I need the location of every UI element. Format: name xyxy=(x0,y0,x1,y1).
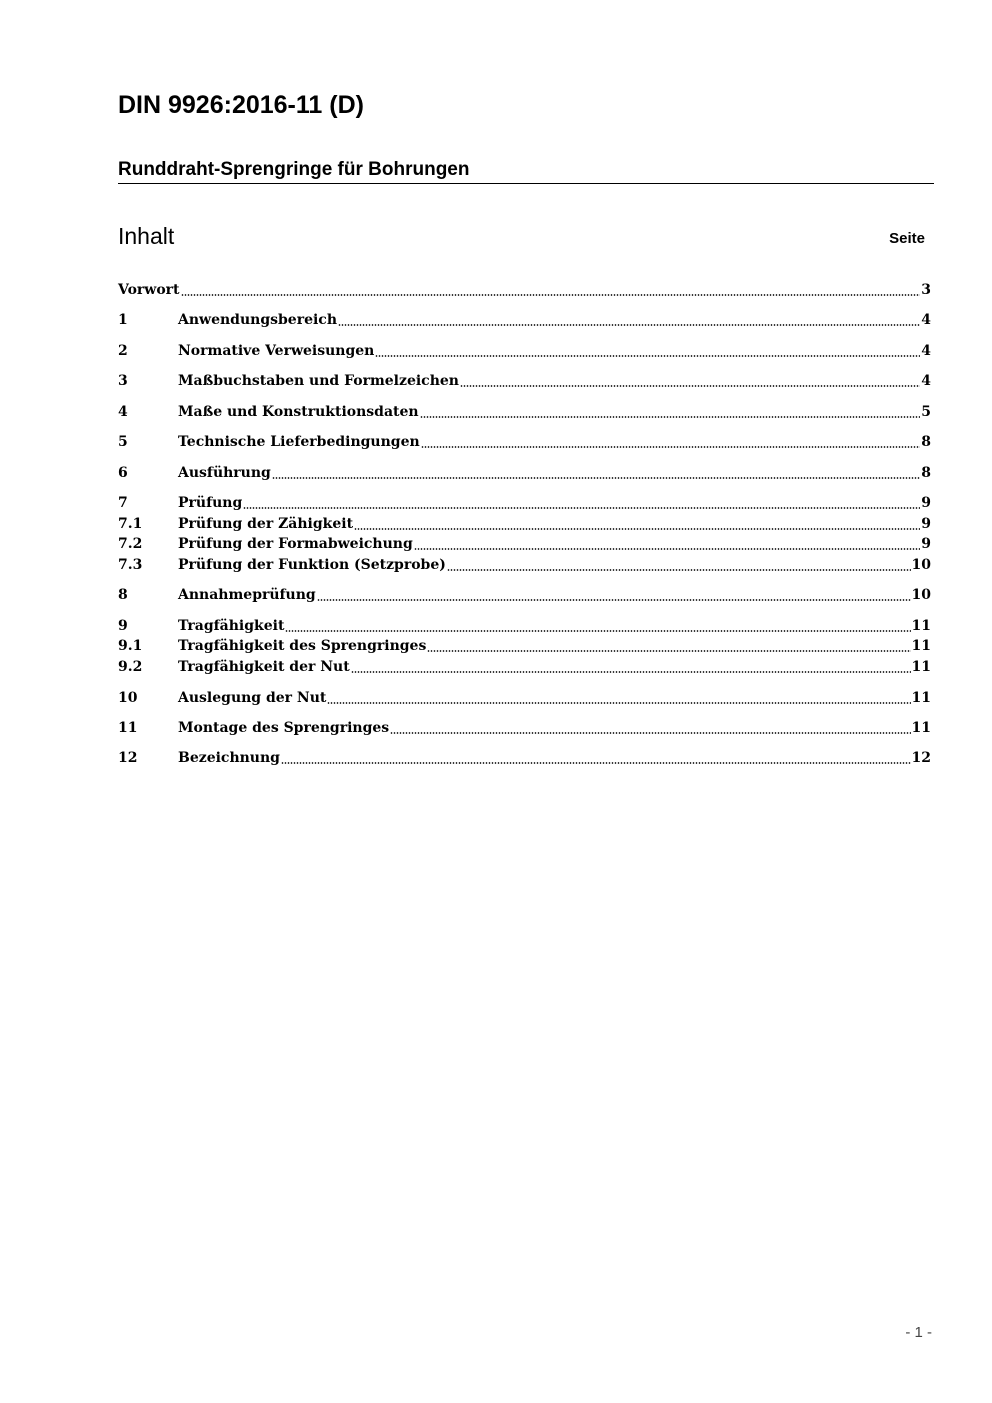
toc-entry-number: 5 xyxy=(118,434,128,450)
toc-entry-page: 10 xyxy=(911,587,931,603)
toc-leader xyxy=(281,762,911,764)
toc-entry-title: Technische Lieferbedingungen xyxy=(178,434,420,450)
toc-entry-5[interactable] xyxy=(118,432,931,452)
toc-entry-title: Prüfung xyxy=(178,495,243,511)
toc-entry-page: 8 xyxy=(921,434,931,450)
toc-entry-2[interactable] xyxy=(118,341,931,361)
toc-entry-number: 11 xyxy=(118,720,138,736)
toc-entry-number: 7 xyxy=(118,495,128,511)
toc-entry-8[interactable] xyxy=(118,585,931,605)
toc-entry-title: Tragfähigkeit der Nut xyxy=(178,659,350,675)
toc-leader xyxy=(354,528,920,530)
toc-entry-title: Prüfung der Zähigkeit xyxy=(178,516,354,532)
toc-entry-page: 12 xyxy=(911,750,931,766)
toc-entry-page: 8 xyxy=(921,465,931,481)
toc-leader xyxy=(420,416,921,418)
toc-leader xyxy=(460,385,920,387)
toc-leader xyxy=(351,671,911,673)
document-title: DIN 9926:2016-11 (D) xyxy=(118,91,364,119)
toc-entry-page: 11 xyxy=(911,659,931,675)
toc-entry-title: Bezeichnung xyxy=(178,750,280,766)
toc-heading: Inhalt xyxy=(118,223,175,249)
toc-leader xyxy=(181,294,921,296)
toc-entry-page: 9 xyxy=(921,495,931,511)
toc-leader xyxy=(414,548,920,550)
toc-leader xyxy=(375,355,920,357)
toc-entry-number: 7.2 xyxy=(118,536,143,552)
toc-leader xyxy=(427,650,910,652)
toc-entry-number: 9 xyxy=(118,618,128,634)
toc-entry-title: Tragfähigkeit xyxy=(178,618,285,634)
toc-entry-6[interactable] xyxy=(118,463,931,483)
toc-entry-page: 9 xyxy=(921,536,931,552)
toc-entry-page: 10 xyxy=(911,557,931,573)
toc-entry-page: 11 xyxy=(911,618,931,634)
toc-leader xyxy=(421,446,921,448)
toc-entry-vorwort[interactable] xyxy=(118,280,931,300)
toc-entry-9-1[interactable] xyxy=(118,636,931,656)
toc-entry-title: Prüfung der Funktion (Setzprobe) xyxy=(178,557,446,573)
toc-entry-title: Auslegung der Nut xyxy=(178,690,327,706)
toc-entry-page: 3 xyxy=(921,282,931,298)
page-number: - 1 - xyxy=(905,1324,932,1341)
toc-entry-page: 9 xyxy=(921,516,931,532)
toc-leader xyxy=(317,599,911,601)
toc-entry-number: 9.2 xyxy=(118,659,143,675)
toc-page-label: Seite xyxy=(889,230,925,247)
toc-leader xyxy=(272,477,920,479)
toc-leader xyxy=(338,324,920,326)
toc-entry-number: 7.3 xyxy=(118,557,143,573)
toc-entry-10[interactable] xyxy=(118,688,931,708)
toc-entry-page: 4 xyxy=(921,373,931,389)
toc-entry-title: Tragfähigkeit des Sprengringes xyxy=(178,638,427,654)
toc-entry-number: 3 xyxy=(118,373,128,389)
toc-leader xyxy=(390,732,910,734)
toc-entry-title: Prüfung der Formabweichung xyxy=(178,536,413,552)
toc-entry-page: 5 xyxy=(921,404,931,420)
toc-entry-number: 1 xyxy=(118,312,128,328)
toc-leader xyxy=(243,507,920,509)
toc-entry-title: Vorwort xyxy=(118,282,180,298)
toc-entry-3[interactable] xyxy=(118,371,931,391)
toc-entry-1[interactable] xyxy=(118,310,931,330)
toc-entry-title: Annahmeprüfung xyxy=(178,587,316,603)
toc-entry-title: Normative Verweisungen xyxy=(178,343,375,359)
toc-entry-number: 12 xyxy=(118,750,138,766)
toc-entry-number: 2 xyxy=(118,343,128,359)
toc-entry-page: 4 xyxy=(921,312,931,328)
toc-entry-7-1[interactable] xyxy=(118,514,931,534)
toc-entry-page: 4 xyxy=(921,343,931,359)
toc-entry-4[interactable] xyxy=(118,402,931,422)
toc-entry-page: 11 xyxy=(911,690,931,706)
toc-leader xyxy=(447,569,911,571)
toc-entry-number: 8 xyxy=(118,587,128,603)
toc-entry-7[interactable] xyxy=(118,493,931,513)
toc-entry-page: 11 xyxy=(911,720,931,736)
toc-entry-number: 6 xyxy=(118,465,128,481)
toc-entry-title: Montage des Sprengringes xyxy=(178,720,390,736)
toc-entry-12[interactable] xyxy=(118,748,931,768)
toc-entry-7-2[interactable] xyxy=(118,534,931,554)
toc-entry-title: Maßbuchstaben und Formelzeichen xyxy=(178,373,459,389)
toc-entry-number: 9.1 xyxy=(118,638,143,654)
document-subtitle: Runddraht-Sprengringe für Bohrungen xyxy=(118,158,934,184)
toc-entry-title: Maße und Konstruktionsdaten xyxy=(178,404,419,420)
toc-entry-9-2[interactable] xyxy=(118,657,931,677)
toc-entry-number: 10 xyxy=(118,690,138,706)
toc-leader xyxy=(327,702,910,704)
toc-entry-title: Ausführung xyxy=(178,465,271,481)
toc-entry-7-3[interactable] xyxy=(118,555,931,575)
toc-entry-11[interactable] xyxy=(118,718,931,738)
toc-entry-title: Anwendungsbereich xyxy=(178,312,337,328)
toc-leader xyxy=(285,630,910,632)
toc-entry-number: 7.1 xyxy=(118,516,143,532)
toc-entry-page: 11 xyxy=(911,638,931,654)
toc-entry-9[interactable] xyxy=(118,616,931,636)
toc-entry-number: 4 xyxy=(118,404,128,420)
